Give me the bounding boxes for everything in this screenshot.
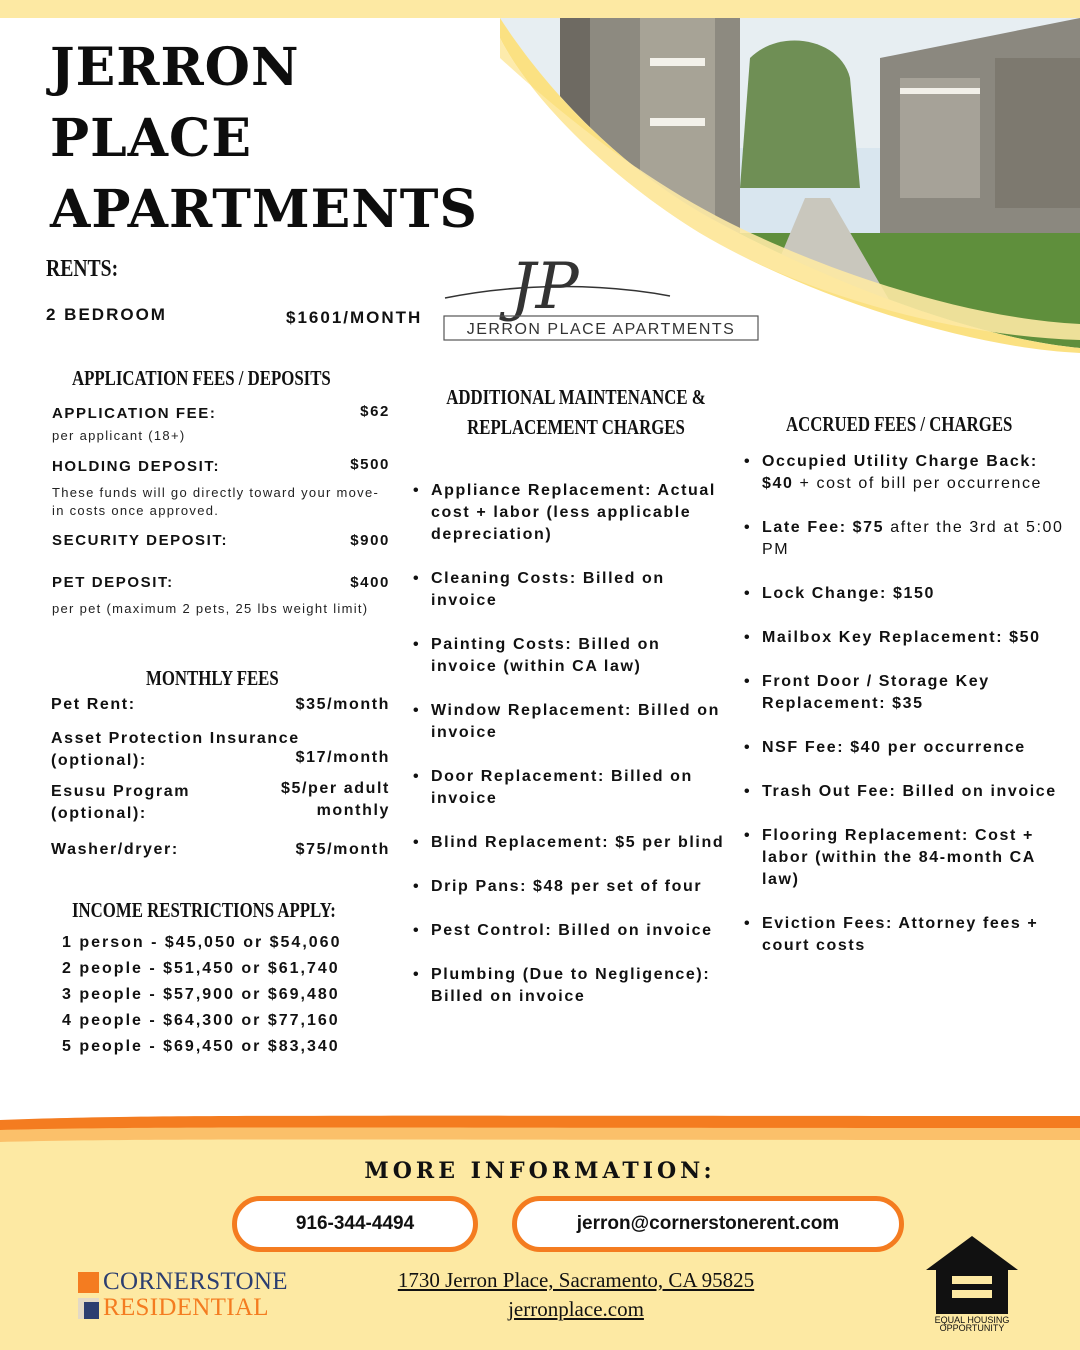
washer-dryer-row — [51, 839, 390, 861]
pet-rent-label: Pet Rent: — [51, 696, 136, 713]
unit-type: 2 BEDROOM — [46, 305, 167, 324]
accrued-item-rest: + cost of bill per occurrence — [793, 475, 1043, 492]
monthly-fees-heading: MONTHLY FEES — [146, 666, 279, 690]
top-accent-bar — [0, 0, 1080, 18]
accrued-item-bold: Occupied Utility Charge Back: $40 — [762, 453, 1038, 492]
pet-deposit-label: PET DEPOSIT: — [52, 574, 174, 591]
accrued-item-bold: Eviction Fees: Attorney fees + court costs — [762, 915, 1039, 954]
maintenance-item: • Painting Costs: Billed on invoice (within CA law) — [413, 634, 731, 678]
application-fee-row — [52, 405, 390, 422]
holding-deposit-value: $500 — [350, 456, 390, 473]
income-item: 5 people - $69,450 or $83,340 — [62, 1038, 340, 1055]
maintenance-heading-line-2: REPLACEMENT CHARGES — [467, 415, 685, 439]
pet-rent-row — [51, 694, 390, 716]
security-deposit-label: SECURITY DEPOSIT: — [52, 532, 229, 549]
washer-dryer-label: Washer/dryer: — [51, 841, 179, 858]
rent-price: $1601/MONTH — [286, 308, 423, 327]
accrued-item-bold: NSF Fee: $40 per occurrence — [762, 739, 1026, 756]
title-line-1: JERRON — [50, 37, 300, 98]
maintenance-item: • Plumbing (Due to Negligence): Billed on invoice — [413, 964, 731, 1008]
accrued-item — [744, 671, 1064, 715]
washer-dryer-value: $75/month — [295, 841, 390, 858]
holding-deposit-label: HOLDING DEPOSIT: — [52, 458, 221, 475]
maintenance-item: • Cleaning Costs: Billed on invoice — [413, 568, 731, 612]
income-item: 4 people - $64,300 or $77,160 — [62, 1012, 340, 1029]
title-line-3: APARTMENTS — [50, 179, 478, 240]
rents-heading: RENTS: — [46, 256, 119, 282]
logo-square-orange — [78, 1272, 99, 1293]
logo-square-blue — [84, 1302, 99, 1319]
phone-button[interactable]: 916-344-4494 — [232, 1196, 478, 1252]
maintenance-item: • Blind Replacement: $5 per blind — [413, 832, 731, 854]
income-item: 2 people - $51,450 or $61,740 — [62, 960, 340, 977]
maintenance-item: • Door Replacement: Billed on invoice — [413, 766, 731, 810]
accrued-item — [744, 737, 1064, 759]
holding-deposit-note: These funds will go directly toward your move-in costs once approved. — [52, 485, 380, 518]
accrued-item-bold: Late Fee: $75 — [762, 519, 885, 536]
maintenance-item: • Appliance Replacement: Actual cost + labor (less applicable depreciation) — [413, 480, 731, 546]
application-fees-heading: APPLICATION FEES / DEPOSITS — [72, 366, 331, 390]
maintenance-item: • Window Replacement: Billed on invoice — [413, 700, 731, 744]
more-information-heading: MORE INFORMATION: — [364, 1158, 716, 1184]
brand-line-1: CORNERSTONE — [103, 1268, 288, 1295]
logo-text: JERRON PLACE APARTMENTS — [466, 321, 736, 338]
accrued-item — [744, 627, 1064, 649]
asset-protection-row — [51, 728, 390, 772]
income-list — [62, 933, 341, 1063]
pet-rent-value: $35/month — [295, 696, 390, 713]
accrued-item-bold: Lock Change: $150 — [762, 585, 936, 602]
brand-line-2: RESIDENTIAL — [103, 1294, 269, 1321]
eho-line-2: OPPORTUNITY — [939, 1323, 1005, 1332]
logo-monogram: JP — [510, 250, 579, 324]
accrued-item — [744, 517, 1064, 561]
maintenance-item: • Drip Pans: $48 per set of four — [413, 876, 731, 898]
accrued-list — [744, 451, 1064, 979]
asset-protection-value: $17/month — [295, 749, 390, 766]
accrued-item-bold: Front Door / Storage Key Replacement: $35 — [762, 673, 990, 712]
pet-deposit-value: $400 — [350, 574, 390, 591]
asset-protection-label: Asset Protection Insurance (optional): — [51, 730, 300, 769]
address-link[interactable]: 1730 Jerron Place, Sacramento, CA 95825 — [397, 1268, 755, 1292]
accrued-item — [744, 825, 1064, 891]
security-deposit-value: $900 — [350, 532, 390, 549]
maintenance-item: • Pest Control: Billed on invoice — [413, 920, 731, 942]
esusu-row — [51, 781, 390, 825]
accrued-item-bold: Trash Out Fee: Billed on invoice — [762, 783, 1057, 800]
esusu-label: Esusu Program (optional): — [51, 783, 191, 822]
maintenance-heading — [416, 382, 736, 442]
property-title — [50, 32, 478, 245]
income-item: 1 person - $45,050 or $54,060 — [62, 934, 342, 951]
accrued-item-bold: Flooring Replacement: Cost + labor (within the 84-month CA law) — [762, 827, 1036, 888]
maintenance-list — [413, 480, 731, 1030]
website-link[interactable]: jerronplace.com — [508, 1297, 644, 1321]
equal-housing-icon — [924, 1234, 1020, 1332]
pet-deposit-row — [52, 574, 390, 591]
maintenance-heading-line-1: ADDITIONAL MAINTENANCE & — [446, 385, 706, 409]
security-deposit-row — [52, 532, 390, 549]
income-item: 3 people - $57,900 or $69,480 — [62, 986, 340, 1003]
email-button[interactable]: jerron@cornerstonerent.com — [512, 1196, 904, 1252]
title-line-2: PLACE — [50, 108, 253, 169]
income-heading: INCOME RESTRICTIONS APPLY: — [72, 898, 336, 922]
holding-deposit-row — [52, 458, 390, 475]
accrued-item — [744, 913, 1064, 957]
accrued-item-bold: Mailbox Key Replacement: $50 — [762, 629, 1041, 646]
accrued-heading: ACCRUED FEES / CHARGES — [786, 412, 1013, 436]
accrued-item-rest: after the 3rd at 5:00 PM — [762, 519, 1064, 558]
eho-line-1: EQUAL HOUSING — [934, 1315, 1010, 1325]
application-fee-note: per applicant (18+) — [52, 428, 186, 443]
application-fee-value: $62 — [360, 403, 390, 420]
jerron-place-logo — [440, 248, 762, 360]
esusu-value: $5/per adult monthly — [280, 780, 390, 819]
pet-deposit-note: per pet (maximum 2 pets, 25 lbs weight limit) — [52, 601, 369, 616]
application-fee-label: APPLICATION FEE: — [52, 405, 217, 422]
accrued-item — [744, 451, 1064, 495]
accrued-item — [744, 781, 1064, 803]
accrued-item — [744, 583, 1064, 605]
